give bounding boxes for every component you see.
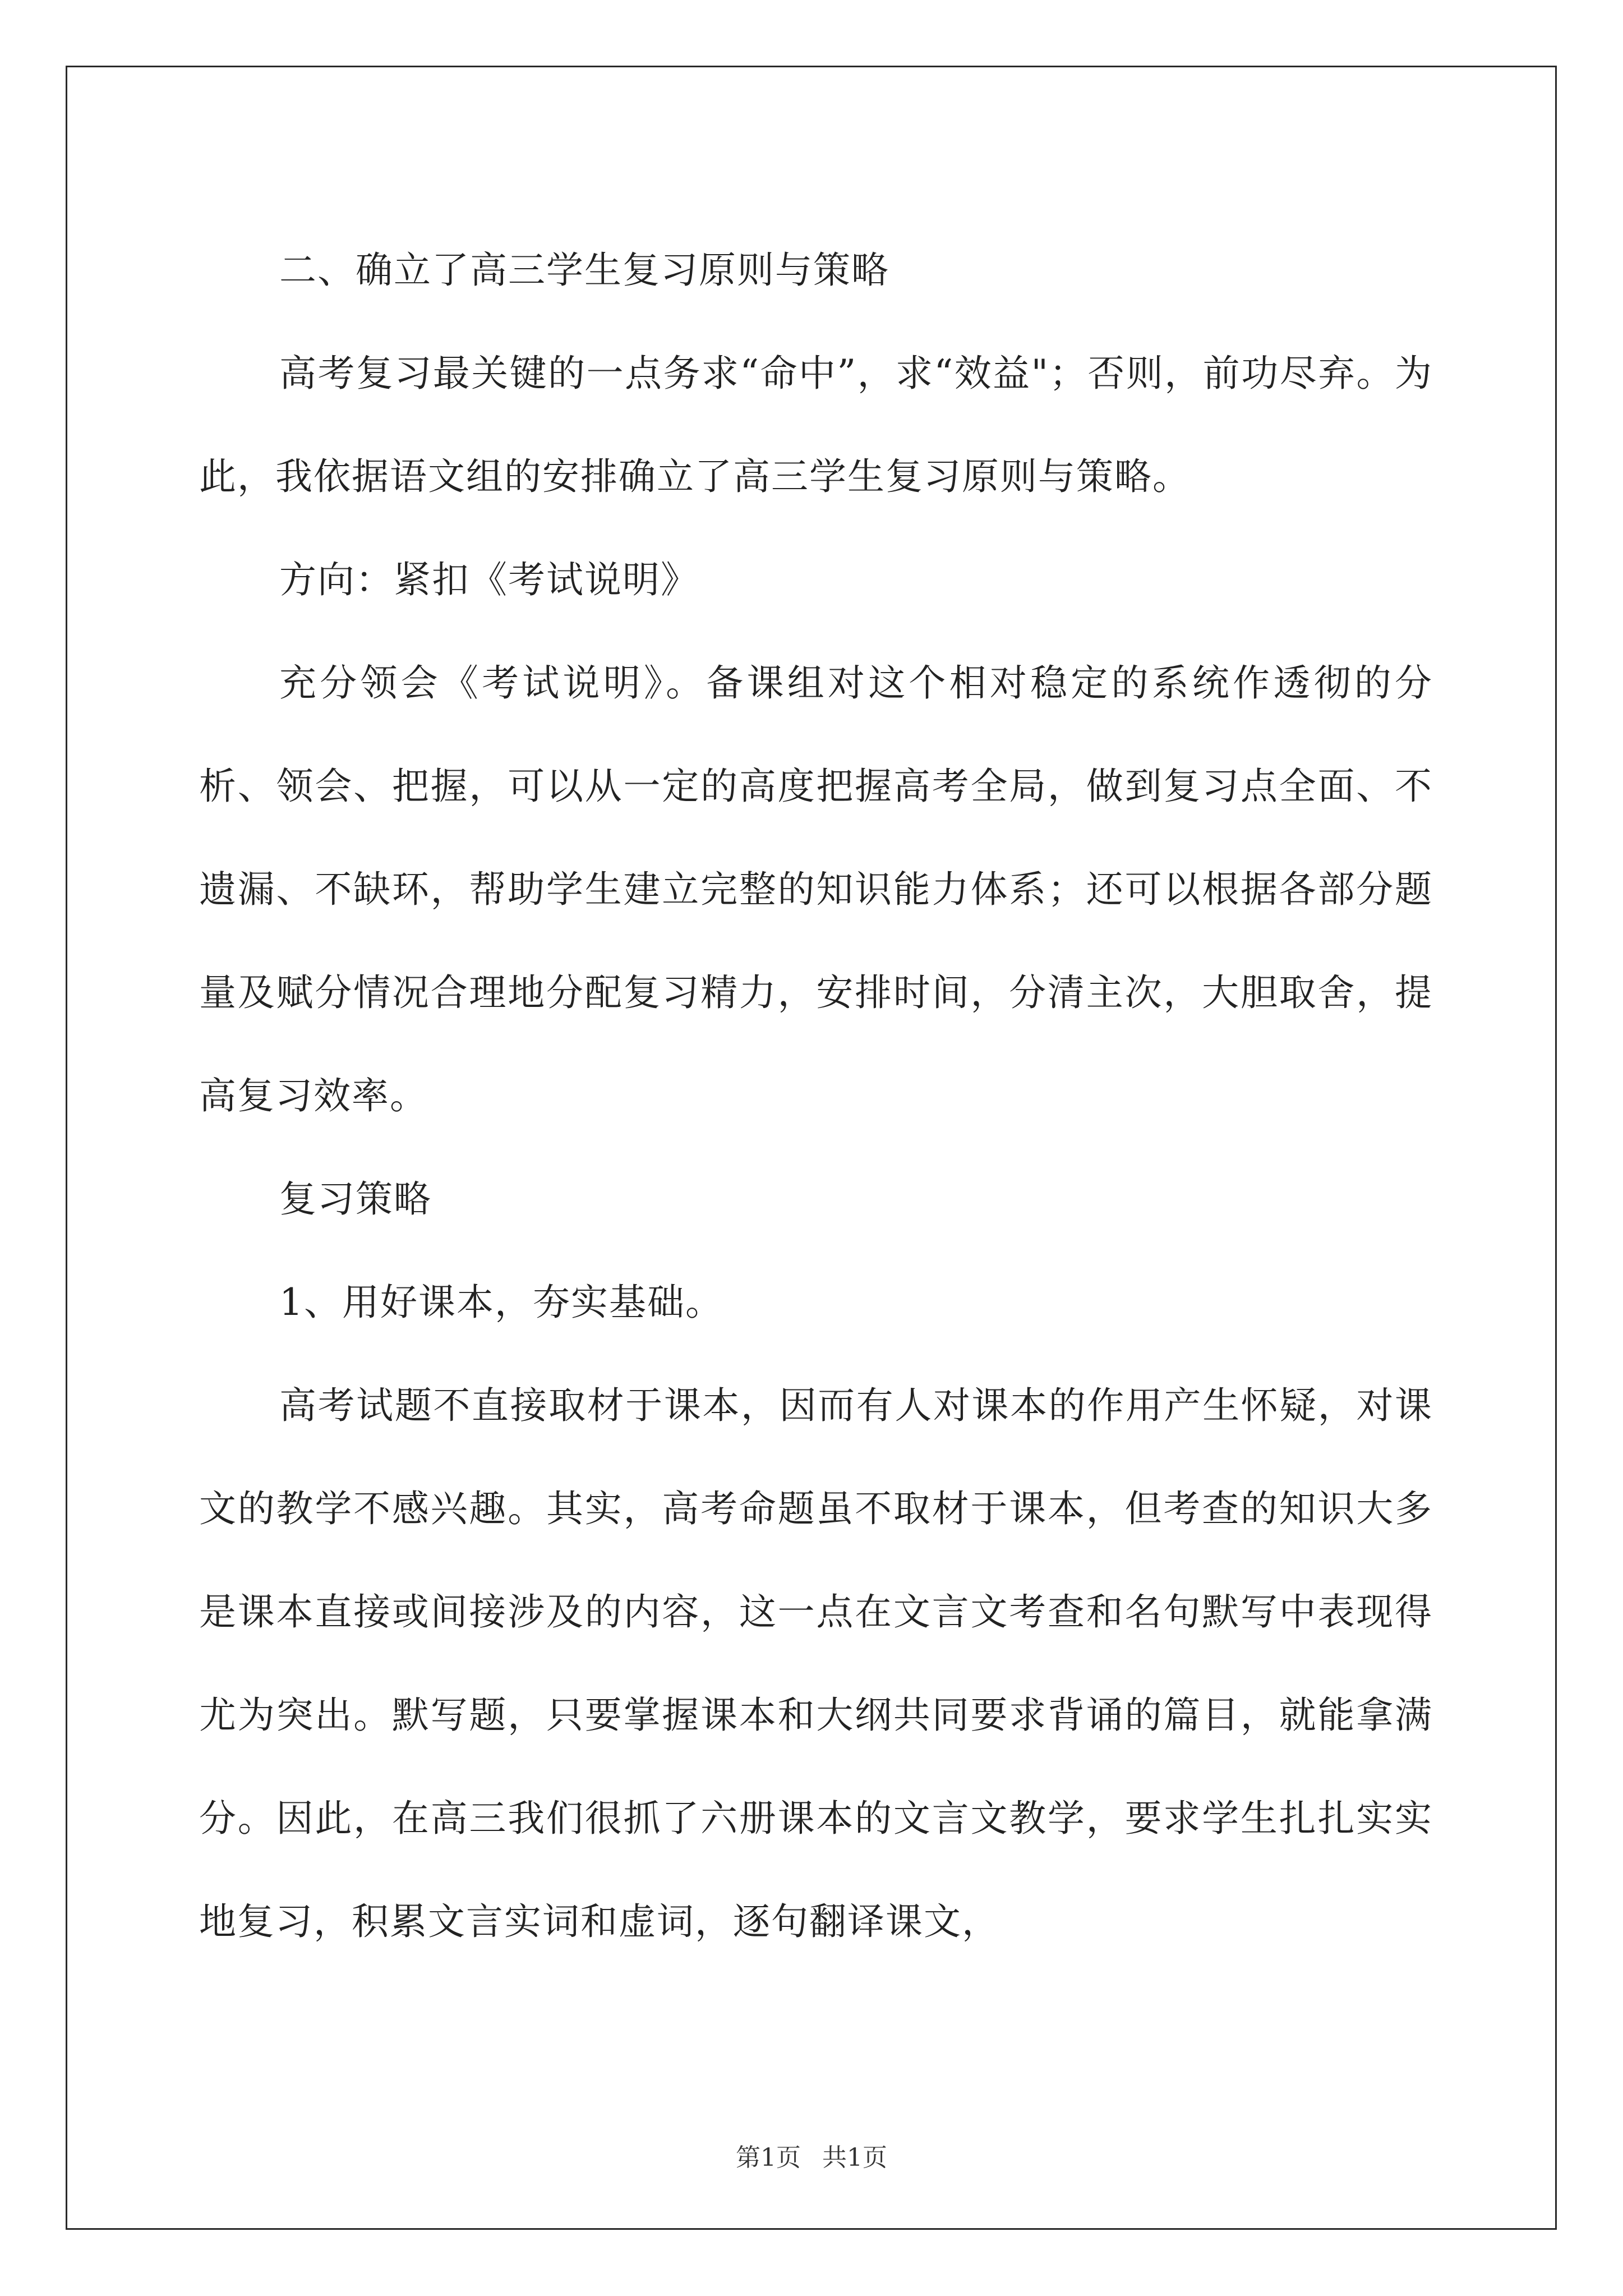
subheading-direction: 方向：紧扣《考试说明》 bbox=[279, 558, 699, 601]
paragraph: 高考试题不直接取材于课本，因而有人对课本的作用产生怀疑，对课文的教学不感兴趣。其实，高考命题虽不取材于课本，但考查的知识大多是课本直接或间接涉及的内容，这一点在文言文考查和名句默写中表现得尤为突出。默写题，只要掌握课本和大纲共同要求背诵的篇目，就能拿满分。因此，在高三我们很抓了六册课本的文言文教学，要求学生扎扎实实地复习，积累文言实词和虚词，逐句翻译课文， bbox=[199, 1384, 1433, 1943]
paragraph: 充分领会《考试说明》。备课组对这个相对稳定的系统作透彻的分析、领会、把握，可以从一定的高度把握高考全局，做到复习点全面、不遗漏、不缺环，帮助学生建立完整的知识能力体系；还可以根据各部分题量及赋分情况合理地分配复习精力，安排时间，分清主次，大胆取舍，提高复习效率。 bbox=[199, 661, 1433, 1117]
list-item-heading: 1、用好课本，夯实基础。 bbox=[279, 1281, 723, 1324]
page-number: 第1页 bbox=[736, 2143, 801, 2172]
paragraph: 高考复习最关键的一点务求“命中”，求“效益"；否则，前功尽弃。为此，我依据语文组的安排确立了高三学生复习原则与策略。 bbox=[199, 352, 1433, 498]
document-body bbox=[199, 219, 1433, 1973]
section-heading: 二、确立了高三学生复习原则与策略 bbox=[279, 249, 889, 292]
page-footer bbox=[0, 2137, 1623, 2173]
page-total: 共1页 bbox=[822, 2143, 887, 2172]
subheading-strategy: 复习策略 bbox=[279, 1177, 432, 1221]
